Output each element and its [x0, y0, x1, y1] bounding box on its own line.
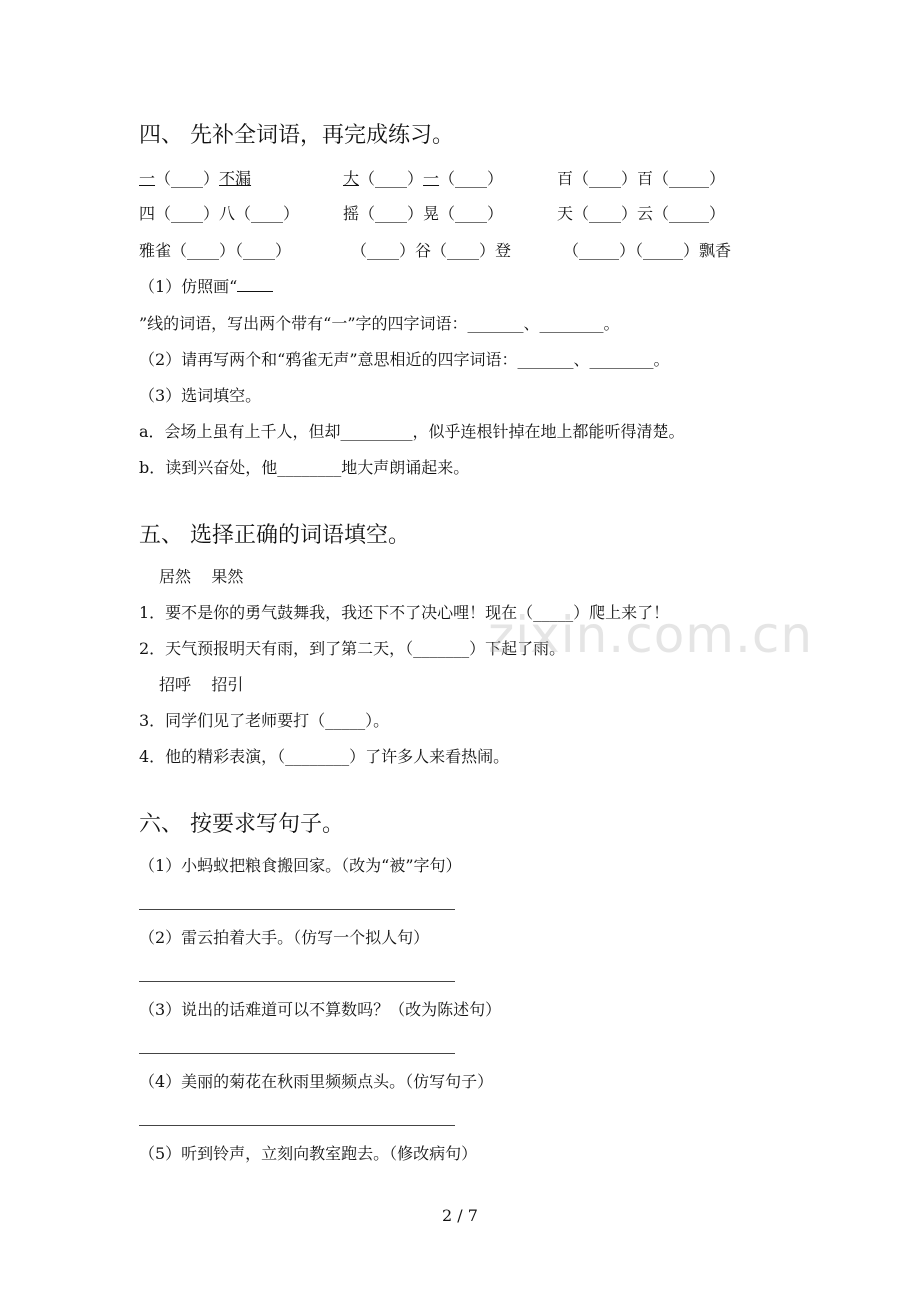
- underlined-char: 一: [423, 169, 440, 188]
- fill-line-2: 2．天气预报明天有雨，到了第二天，（_______）下起了雨。: [139, 639, 566, 658]
- question-1a: [139, 277, 273, 297]
- sentence-task-5: （5）听到铃声，立刻向教室跑去。（修改病句）: [139, 1144, 478, 1163]
- sentence-task-3: （3）说出的话难道可以不算数吗？（改为陈述句）: [139, 1000, 502, 1019]
- section-6-title: 六、 按要求写句子。: [139, 812, 344, 837]
- underlined-char: 一: [139, 169, 156, 188]
- section-4-title: 四、 先补全词语，再完成练习。: [139, 123, 454, 148]
- fill-line-1: 1．要不是你的勇气鼓舞我，我还下不了决心哩！现在（_____）爬上来了！: [139, 603, 670, 622]
- blank: （____）: [155, 169, 220, 188]
- word-row-2c: 天（____）云（_____）: [557, 204, 726, 223]
- word-row-3b: （____）谷（____）登: [351, 241, 512, 260]
- sentence-task-4: （4）美丽的菊花在秋雨里频频点头。（仿写句子）: [139, 1072, 494, 1091]
- answer-line-1: [139, 909, 455, 910]
- word-row-1b: [343, 169, 503, 189]
- question-3: （3）选词填空。: [139, 386, 262, 405]
- word-row-1c: 百（____）百（_____）: [557, 169, 726, 188]
- question-2: （2）请再写两个和“鸦雀无声”意思相近的四字词语：_______、________。: [139, 350, 670, 369]
- fill-line-3: 3．同学们见了老师要打（_____）。: [139, 711, 390, 730]
- page-number: 2 / 7: [442, 1206, 478, 1225]
- underlined-word: 不漏: [219, 169, 252, 188]
- word-row-2b: 摇（____）晃（____）: [343, 204, 504, 223]
- question-1b: ”线的词语，写出两个带有“一”字的四字词语：_______、________。: [139, 314, 620, 333]
- sentence-task-1: （1）小蚂蚁把粮食搬回家。（改为“被”字句）: [139, 856, 462, 875]
- blank: （____）: [359, 169, 424, 188]
- underlined-char: 大: [343, 169, 360, 188]
- word-row-3c: （_____）（_____）飘香: [563, 241, 732, 260]
- word-row-3a: 雅雀（____）（____）: [139, 241, 292, 260]
- question-a: a．会场上虽有上千人，但却_________，似乎连根针掉在地上都能听得清楚。: [139, 422, 685, 441]
- answer-line-3: [139, 1053, 455, 1054]
- word-row-2a: 四（____）八（____）: [139, 204, 300, 223]
- word-row-1a: [139, 169, 251, 189]
- section-5-title: 五、 选择正确的词语填空。: [139, 523, 410, 548]
- question-b: b．读到兴奋处，他________地大声朗诵起来。: [139, 458, 470, 477]
- blank: （____）: [439, 169, 504, 188]
- answer-line-4: [139, 1125, 455, 1126]
- watermark: zixin.com.cn: [488, 606, 814, 664]
- question-text: （1）仿照画“: [139, 277, 238, 296]
- answer-line-2: [139, 981, 455, 982]
- underline-sample: [237, 277, 273, 292]
- fill-line-4: 4．他的精彩表演，（________）了许多人来看热闹。: [139, 747, 510, 766]
- word-choices-1: 居然 果然: [159, 567, 244, 586]
- sentence-task-2: （2）雷云拍着大手。（仿写一个拟人句）: [139, 928, 430, 947]
- word-choices-2: 招呼 招引: [159, 675, 244, 694]
